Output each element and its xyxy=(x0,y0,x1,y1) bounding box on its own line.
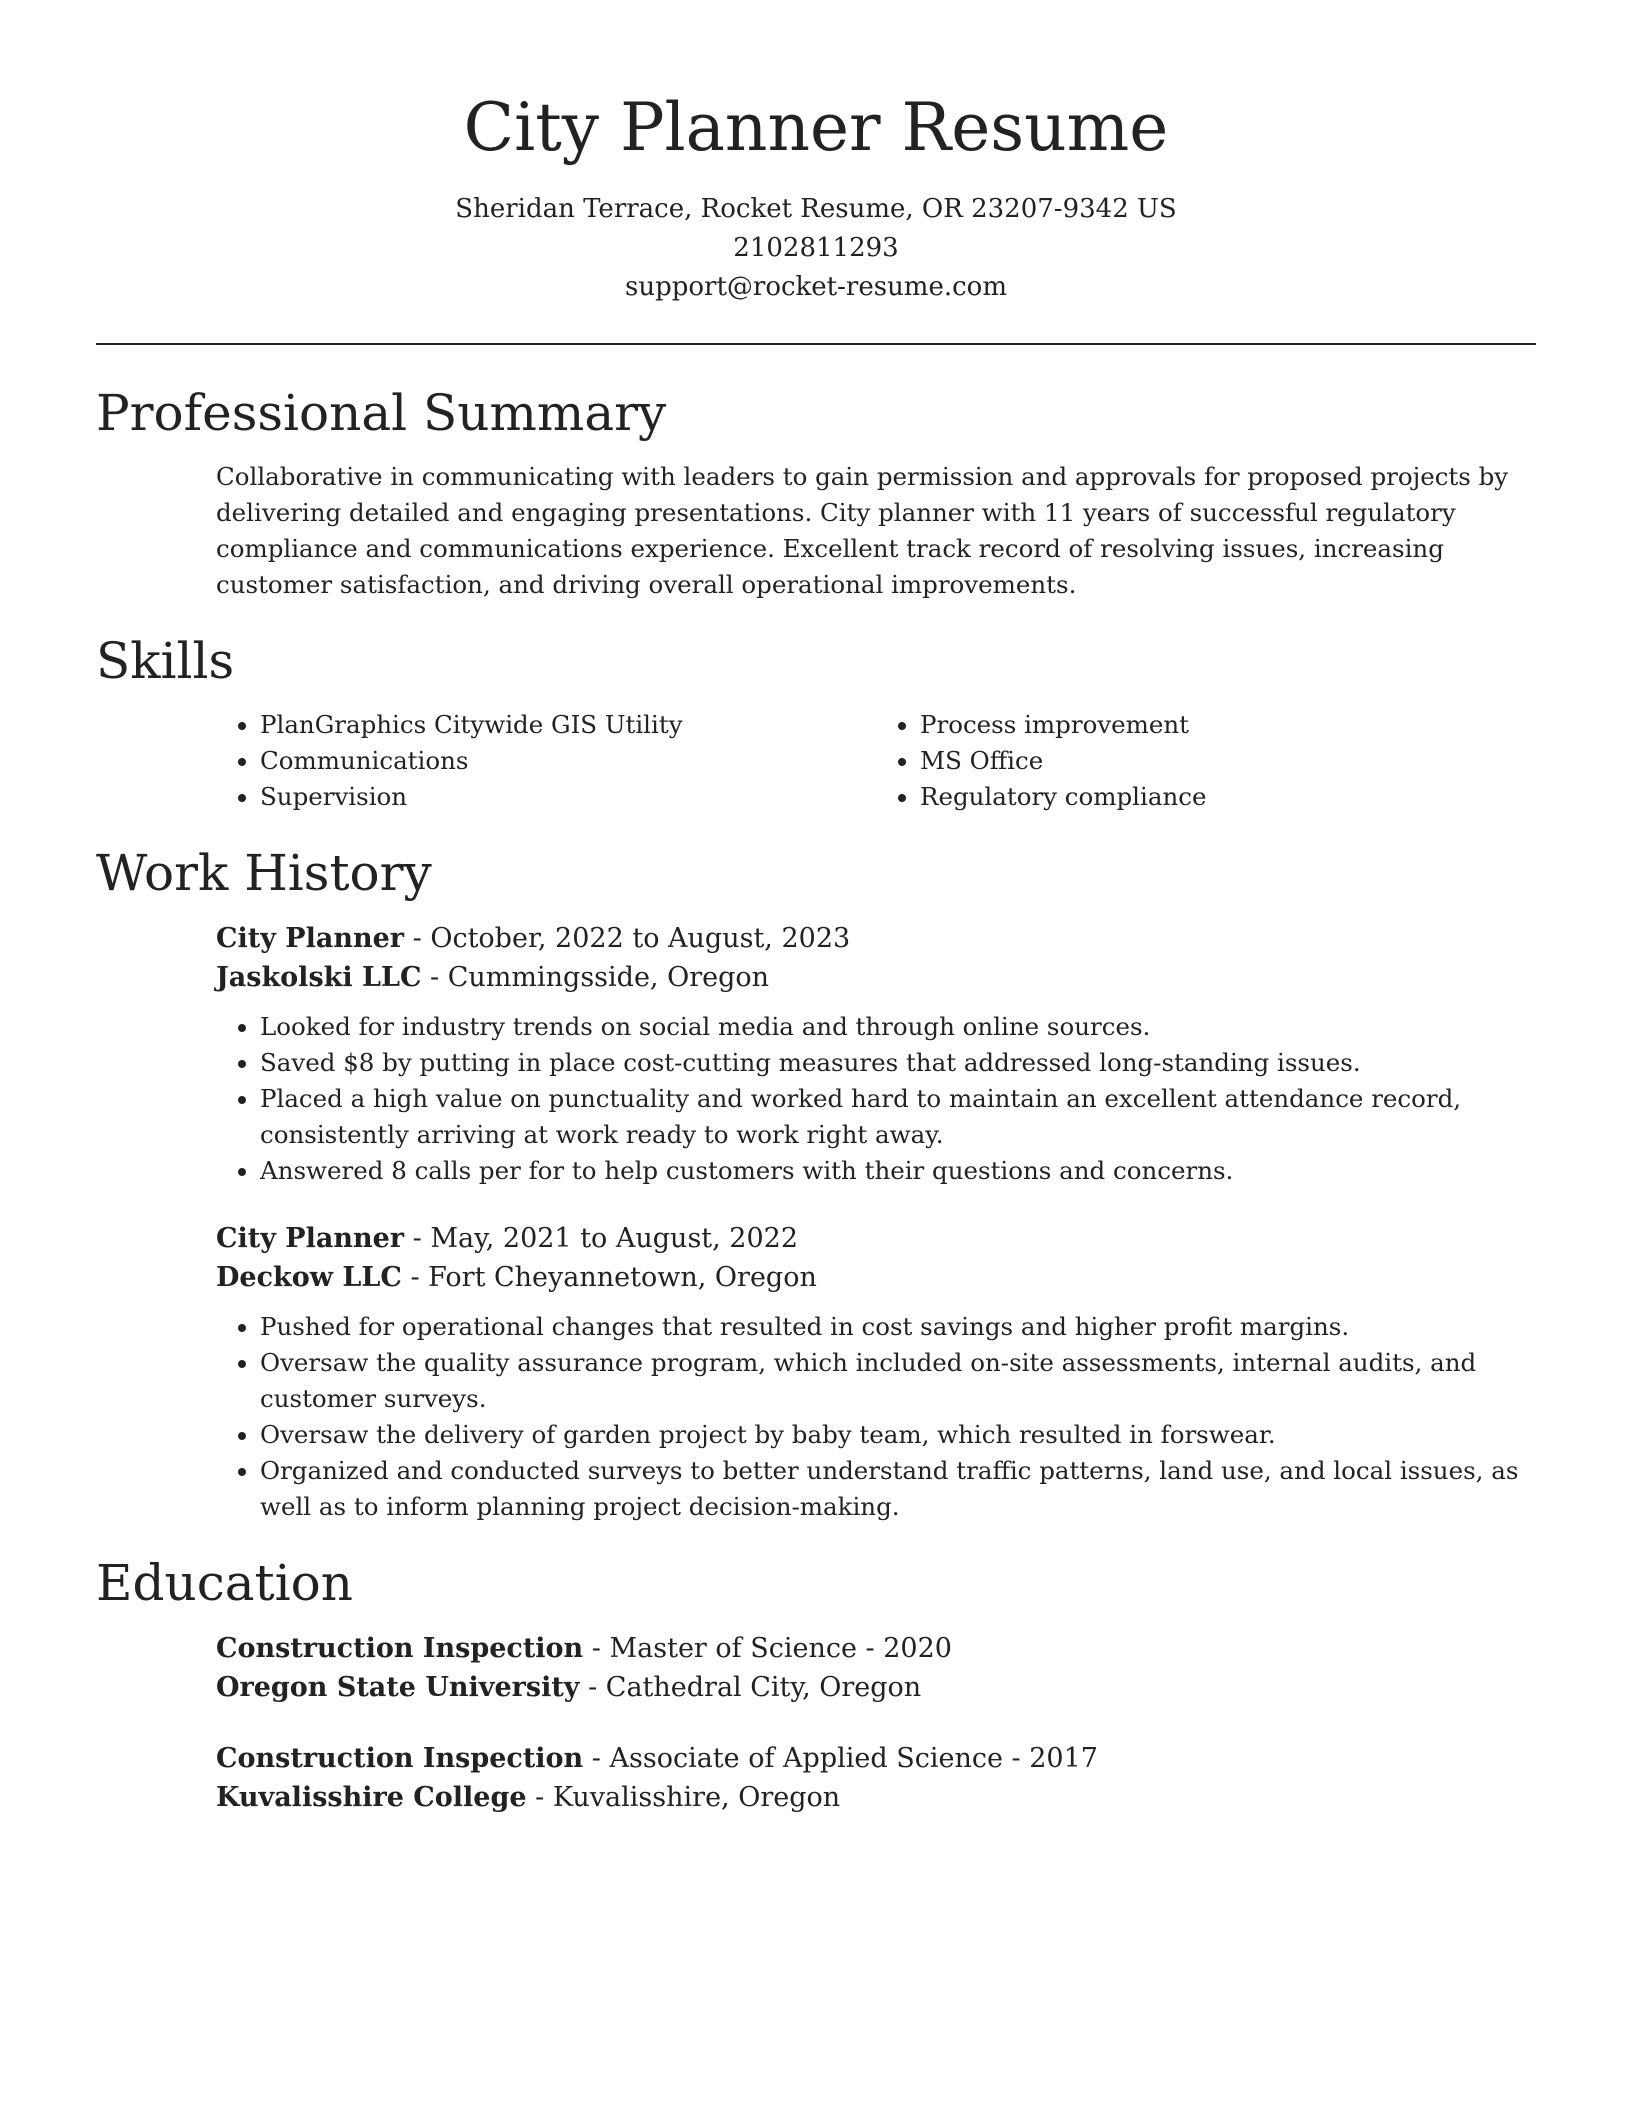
education-school-line xyxy=(216,1668,1536,1707)
job-dates: - May, 2021 to August, 2022 xyxy=(404,1223,799,1254)
job-entry xyxy=(216,919,1536,1189)
education-section xyxy=(96,1629,1536,1817)
contact-address: Sheridan Terrace, Rocket Resume, OR 23207-9342 US xyxy=(455,194,1177,224)
job-bullet: • Pushed for operational changes that resulted in cost savings and higher profit margins. xyxy=(260,1309,1536,1345)
job-bullet: • Placed a high value on punctuality and worked hard to maintain an excellent attendance record, consistently arriving at work ready to work right away. xyxy=(260,1081,1536,1153)
education-field: Construction Inspection xyxy=(216,1633,584,1664)
skill-item: • PlanGraphics Citywide GIS Utility xyxy=(260,707,876,743)
skill-item: • Supervision xyxy=(260,779,876,815)
education-school-line xyxy=(216,1778,1536,1817)
skills-heading: Skills xyxy=(96,632,235,690)
summary-heading: Professional Summary xyxy=(96,384,667,442)
skill-item: • Regulatory compliance xyxy=(920,779,1536,815)
summary-text: Collaborative in communicating with leaders to gain permission and approvals for proposed projects by delivering detailed and engaging presentations. City planner with 11 years of successful regulatory compliance and communications experience. Excellent track record of resolving issues, increasing customer satisfaction, and driving overall operational improvements. xyxy=(216,462,1509,599)
skills-list-right xyxy=(876,707,1536,815)
job-bullet: • Answered 8 calls per for to help customers with their questions and concerns. xyxy=(260,1153,1536,1189)
job-entry xyxy=(216,1219,1536,1525)
education-entry xyxy=(216,1629,1536,1707)
job-company: Deckow LLC xyxy=(216,1262,402,1293)
education-school: Kuvalisshire College xyxy=(216,1782,527,1813)
contact-block xyxy=(96,190,1536,307)
work-history-section xyxy=(96,919,1536,1525)
education-entry xyxy=(216,1739,1536,1817)
skills-list-left xyxy=(216,707,876,815)
resume-header xyxy=(96,0,1536,307)
education-degree-line xyxy=(216,1629,1536,1668)
job-location: - Fort Cheyannetown, Oregon xyxy=(401,1262,817,1293)
education-location: - Kuvalisshire, Oregon xyxy=(526,1782,841,1813)
job-bullet-list xyxy=(216,1309,1536,1525)
education-degree: - Associate of Applied Science - 2017 xyxy=(583,1743,1098,1774)
education-school: Oregon State University xyxy=(216,1672,580,1703)
skill-item: • Communications xyxy=(260,743,876,779)
job-bullet: • Oversaw the delivery of garden project by baby team, which resulted in forswear. xyxy=(260,1417,1536,1453)
job-bullet-list xyxy=(216,1009,1536,1189)
job-role: City Planner xyxy=(216,923,405,954)
job-company-line xyxy=(216,1258,1536,1297)
skill-item: • Process improvement xyxy=(920,707,1536,743)
education-heading: Education xyxy=(96,1554,353,1612)
job-role: City Planner xyxy=(216,1223,405,1254)
job-bullet: • Organized and conducted surveys to better understand traffic patterns, land use, and local issues, as well as to inform planning project decision-making. xyxy=(260,1453,1536,1525)
job-bullet: • Saved $8 by putting in place cost-cutting measures that addressed long-standing issues. xyxy=(260,1045,1536,1081)
header-divider xyxy=(96,343,1536,345)
education-field: Construction Inspection xyxy=(216,1743,584,1774)
summary-section xyxy=(96,459,1536,603)
skills-section xyxy=(96,707,1536,815)
work-history-heading: Work History xyxy=(96,844,432,902)
job-title-line xyxy=(216,919,1536,958)
skills-grid xyxy=(216,707,1536,815)
job-title-line xyxy=(216,1219,1536,1258)
skill-item: • MS Office xyxy=(920,743,1536,779)
job-dates: - October, 2022 to August, 2023 xyxy=(404,923,851,954)
resume-title: City Planner Resume xyxy=(463,89,1169,166)
job-bullet: • Looked for industry trends on social media and through online sources. xyxy=(260,1009,1536,1045)
contact-email: support@rocket-resume.com xyxy=(624,272,1007,302)
job-location: - Cummingsside, Oregon xyxy=(421,962,770,993)
job-company-line xyxy=(216,958,1536,997)
job-company: Jaskolski LLC xyxy=(216,962,422,993)
education-degree-line xyxy=(216,1739,1536,1778)
education-location: - Cathedral City, Oregon xyxy=(579,1672,922,1703)
job-bullet: • Oversaw the quality assurance program, which included on-site assessments, internal audits, and customer surveys. xyxy=(260,1345,1536,1417)
contact-phone: 2102811293 xyxy=(733,233,899,263)
education-degree: - Master of Science - 2020 xyxy=(583,1633,952,1664)
